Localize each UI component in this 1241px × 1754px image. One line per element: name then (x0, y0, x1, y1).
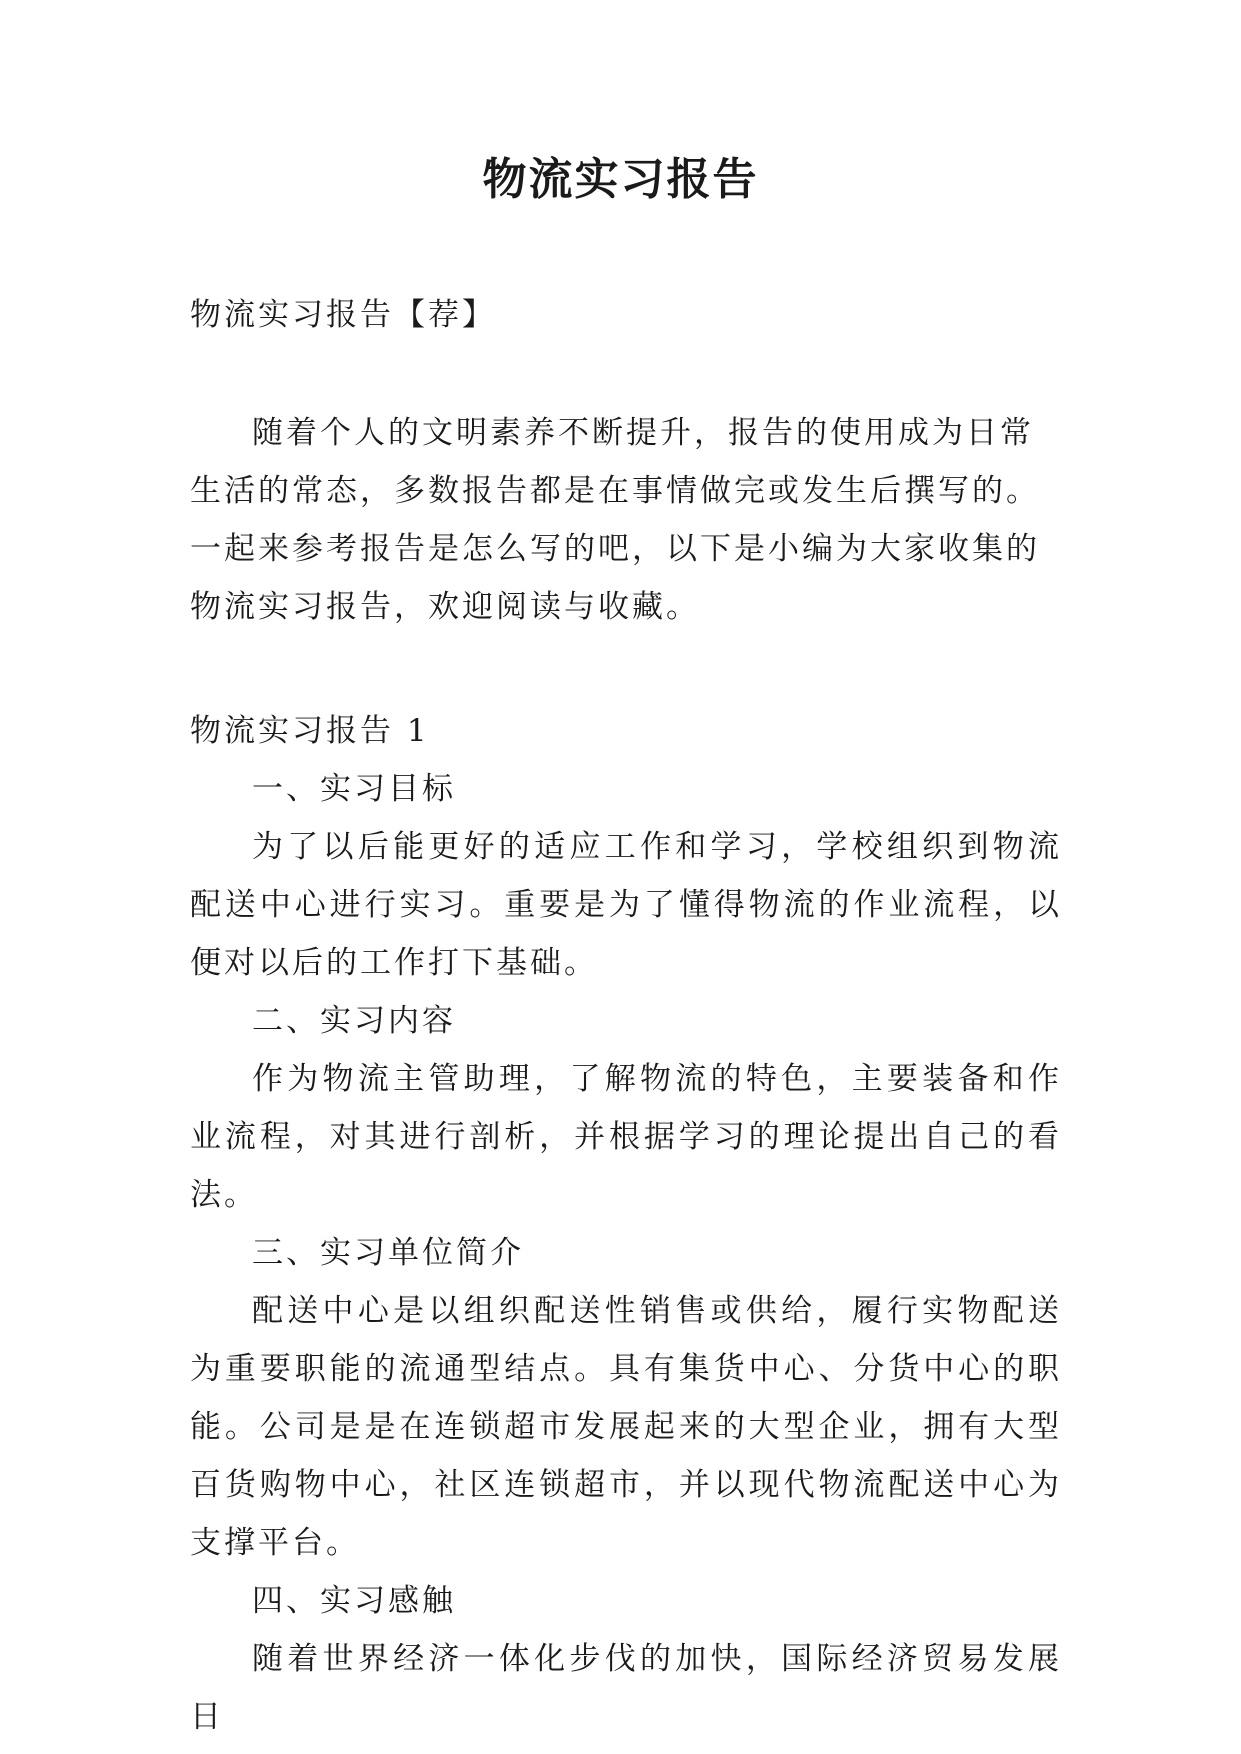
section-text-feelings: 随着世界经济一体化步伐的加快，国际经济贸易发展日 (190, 1641, 1062, 1735)
intro-paragraph: 随着个人的文明素养不断提升，报告的使用成为日常生活的常态，多数报告都是在事情做完或发生后撰写的。一起来参考报告是怎么写的吧，以下是小编为大家收集的物流实习报告，欢迎阅读与收藏。 (190, 415, 1040, 625)
report-heading: 物流实习报告 1 (190, 713, 430, 749)
document-title: 物流实习报告 (482, 154, 759, 205)
document-subtitle: 物流实习报告【荐】 (190, 297, 496, 333)
section-heading-content: 二、实习内容 (252, 1003, 456, 1039)
section-heading-feelings: 四、实习感触 (252, 1583, 456, 1619)
document-body (190, 286, 1062, 1746)
section-heading-goal: 一、实习目标 (252, 771, 456, 807)
section-text-company: 配送中心是以组织配送性销售或供给，履行实物配送为重要职能的流通型结点。具有集货中心、分货中心的职能。公司是是在连锁超市发展起来的大型企业，拥有大型百货购物中心，社区连锁超市，并以现代物流配送中心为支撑平台。 (190, 1293, 1062, 1561)
section-heading-company: 三、实习单位简介 (252, 1235, 524, 1271)
section-text-content: 作为物流主管助理，了解物流的特色，主要装备和作业流程，对其进行剖析，并根据学习的理论提出自己的看法。 (190, 1061, 1062, 1213)
section-text-goal: 为了以后能更好的适应工作和学习，学校组织到物流配送中心进行实习。重要是为了懂得物流的作业流程，以便对以后的工作打下基础。 (190, 829, 1062, 981)
